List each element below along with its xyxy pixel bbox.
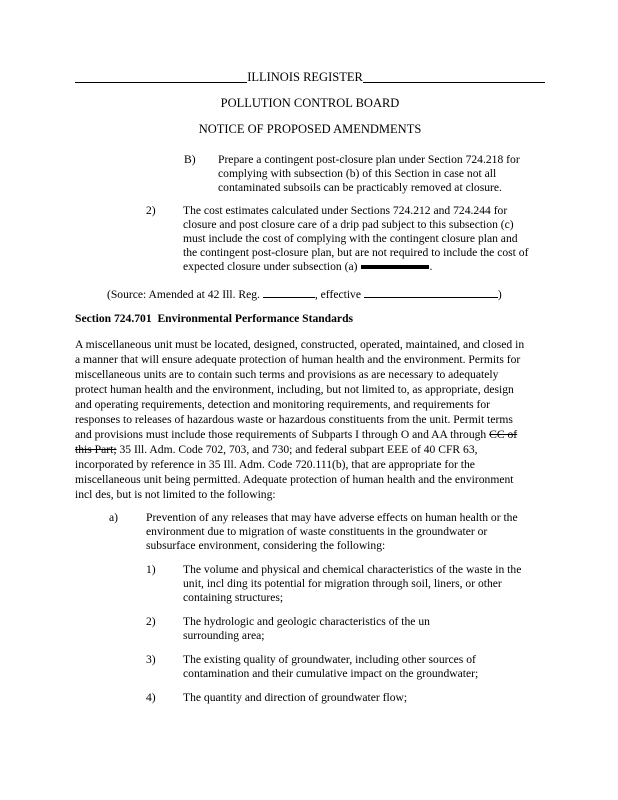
item-2-line: the contingent post-closure plan, but are not required to include the cost of [183,246,529,259]
para-line-with-strike [75,427,517,442]
struck-text: this Part; [75,443,117,456]
item-2-last-line: expected closure under subsection (a) . [183,260,433,273]
item-2-line: must include the cost of complying with the contingent closure plan and [183,232,518,245]
section-number: Section 724.701 [75,312,152,325]
header-rule-right [363,82,545,83]
para-line: responses to releases of hazardous waste or hazardous constituents from the unit. Permit terms [75,413,513,426]
source-middle: , effective [314,288,361,301]
item-2-label: 2) [146,204,156,217]
register-title: ILLINOIS REGISTER [247,70,363,84]
item-b-label: B) [184,153,196,166]
section-title: Environmental Performance Standards [157,312,354,325]
item-a-line: Prevention of any releases that may have adverse effects on human health or the [146,511,518,524]
subitem-label: 4) [146,691,156,704]
item-b-line: complying with subsection (b) of this Section in case not all [218,167,497,180]
notice-title: NOTICE OF PROPOSED AMENDMENTS [198,122,422,136]
item-a-label: a) [109,511,119,524]
subitem-line: The hydrologic and geologic characteristics of the un [183,615,430,628]
redaction-mark [361,265,429,269]
para-line: miscellaneous units are to contain such terms and provisions as are necessary to adequately [75,368,499,381]
board-title: POLLUTION CONTROL BOARD [220,96,400,110]
para-line: a manner that will ensure adequate protection of human health and the environment. Permits for [75,353,521,366]
item-2-line: The cost estimates calculated under Sections 724.212 and 724.244 for [183,204,508,217]
source-suffix: ) [497,288,502,301]
subitem-line: surrounding area; [183,629,265,642]
subitem-line: The quantity and direction of groundwater flow; [183,691,408,704]
subitem-label: 2) [146,615,156,628]
source-prefix: (Source: Amended at 42 Ill. Reg. [107,288,260,301]
subitem-label: 1) [146,563,156,576]
item-2-line: expected closure under subsection (a) [183,260,358,273]
subitem-line: containing structures; [183,591,284,604]
subitem-line: The existing quality of groundwater, including other sources of [183,653,476,666]
effective-date-blank [364,286,498,298]
item-a-line: environment due to migration of waste constituents in the groundwater or [146,525,488,538]
para-line-with-strike [75,442,478,457]
subitem-line: The volume and physical and chemical characteristics of the waste in the [183,563,522,576]
para-line: miscellaneous unit being permitted. Adequate protection of human health and the environment [75,473,514,486]
subitem-line: contamination and their cumulative impact on the groundwater; [183,667,479,680]
header-rule-left [75,82,247,83]
item-2-line: closure and post closure care of a drip pad subject to this subsection (c) [183,218,514,231]
para-line: A miscellaneous unit must be located, designed, constructed, operated, maintained, and closed in [75,338,525,351]
item-a-line: subsurface environment, considering the following: [146,539,386,552]
para-line: incl des, but is not limited to the following: [75,488,276,501]
para-line: and provisions must include those requirements of Subparts I through O and AA through [75,428,487,441]
item-b-line: contaminated subsoils can be practicably removed at closure. [218,181,502,194]
item-b-line: Prepare a contingent post-closure plan under Section 724.218 for [218,153,520,166]
para-line: incorporated by reference in 35 Ill. Adm. Code 720.111(b), that are appropriate for the [75,458,475,471]
source-note [107,286,502,302]
reg-page-blank [263,286,315,298]
subitem-label: 3) [146,653,156,666]
para-line: and operating requirements, detection and monitoring requirements, and requirements for [75,398,490,411]
para-line: protect human health and the environment, including, but not limited to, as appropriate, design [75,383,514,396]
subitem-line: unit, incl ding its potential for migration through soil, liners, or other [183,577,502,590]
section-heading [75,311,353,326]
struck-text: CC of [489,428,518,441]
para-line: 35 Ill. Adm. Code 702, 703, and 730; and federal subpart EEE of 40 CFR 63, [119,443,478,456]
